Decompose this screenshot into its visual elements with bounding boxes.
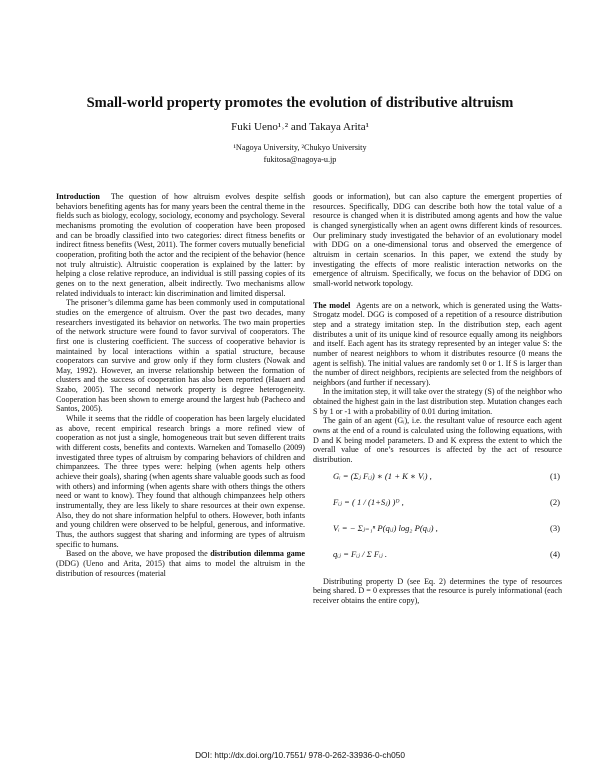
model-heading: The model: [313, 300, 351, 310]
author-affiliations: [0, 142, 600, 166]
imitation-paragraph: In the imitation step, it will take over the strategy (S) of the neighbor who obtained the highest gain in the last distribution step. Mutation changes each S by 1 or -1 with a probability of 0.01 during imitation.: [313, 387, 562, 416]
equation-4: [313, 543, 562, 569]
affiliations-line: ¹Nagoya University, ²Chukyo University: [233, 143, 367, 152]
author-email: fukitosa@nagoya-u.jp: [263, 155, 337, 164]
paper-authors: Fuki Ueno¹˒² and Takaya Arita¹: [231, 121, 369, 133]
model-text: Agents are on a network, which is generated using the Watts-Strogatz model. DGG is composed of a repetition of a resource distribution step and a strategy imitation step. In the distribution step, each agent distributes a unit of its unique kind of resource equally among its neighbors and itself. Each agent has its strategy represented by an integer value S: the number of nearest neighbors to whom it distributes resource (0 means the agent is selfish). The initial values are randomly set 0 or 1. If S is larger than the number of direct neighbors, recipients are selected from the neighbors of neighbors (and further if necessary).: [313, 300, 563, 387]
introduction-heading: Introduction: [56, 192, 100, 201]
p4-post: (DDG) (Ueno and Arita, 2015) that aims to model the altruism in the distribution of resources (material: [56, 558, 305, 578]
equation-3: [313, 517, 562, 543]
intro-paragraph-4: [56, 549, 305, 578]
intro-text-1: The question of how altruism evolves despite selfish behaviors benefiting agents has for many years been the central theme in the fields such as biology, ecology, sociology, economy and psychology. Several mechanisms promoting the evolution of cooperation have been proposed and can be broadly classified into two categories: direct fitness benefits or indirect fitness benefits (West, 2011). The former covers mutually beneficial cooperation, profiting both the actor and the recipient of the behavior (hence not truly altruistic). Altruistic cooperation is explained by the latter: by helping a close relative reproduce, an individual is still passing copies of its genes on to the next generation, albeit indirectly. Two mechanisms allow related individuals to interact: kin discrimination and limited dispersal.: [56, 192, 305, 298]
model-paragraph: [313, 301, 562, 388]
equation-4-number: (4): [549, 548, 560, 559]
equation-3-formula: Vᵢ = − Σⱼ₌₁ⁿ P(qᵢⱼ) log₂ P(qᵢⱼ) ,: [333, 522, 438, 533]
equation-3-number: (3): [549, 522, 560, 533]
gain-paragraph: The gain of an agent (Gᵢ), i.e. the resultant value of resource each agent owns at the end of a round is calculated using the following equations, with D and K being model parameters. D and K express the extent to which the overall value of one’s resources is affected by the act of resource distribution.: [313, 416, 562, 465]
intro-paragraph-1: [56, 192, 305, 298]
equation-2-formula: Fᵢⱼ = ( 1 / (1+Sⱼ) )ᴰ ,: [333, 496, 404, 507]
right-column: [313, 192, 562, 606]
equation-2: [313, 491, 562, 517]
ddg-term: distribution dilemma game: [210, 549, 306, 559]
right-paragraph-1: goods or information), but can also capture the emergent properties of resources. Specifically, DDG can describe both how the total value of a resource is changed when it is distributed among agents and how the value is changed synergistically when an agent owns different kinds of resources. Our preliminary study investigated the behavior of an evolutionary model with DDG on a one-dimensional torus and observed the emergence of altruism in certain scenarios. In this paper, we extend the study by investigating the effects of more realistic interaction networks on the emergence of altruism. Specifically, we focus on the behavior of DDG on small-world network topology.: [313, 192, 562, 288]
equation-2-number: (2): [549, 496, 560, 507]
paper-title: Small-world property promotes the evolution of distributive altruism: [86, 95, 514, 111]
intro-paragraph-2: The prisoner’s dilemma game has been commonly used in computational studies on the emergence of altruism. Over the past two decades, many researchers investigated its behavior on networks. The two main properties of the network structure were found to favor survival of cooperators. The first one is clustering coefficient. The success of cooperative behavior is maintained by local interactions within a spatial structure, because cooperators can survive and grow only if they form clusters (Nowak and May, 1992). However, an inverse relationship between the formation of clusters and the success of cooperation has also been reported (Hauert and Szabo, 2005). The second network property is degree heterogeneity. Cooperation has been shown to emerge around the largest hub (Pacheco and Santos, 2005).: [56, 298, 305, 414]
equation-1-number: (1): [549, 470, 560, 481]
equation-4-formula: qᵢⱼ = Fᵢⱼ / Σ Fᵢⱼ .: [333, 548, 388, 559]
p4-pre: Based on the above, we have proposed the: [66, 549, 208, 559]
equation-1-formula: Gᵢ = (Σⱼ Fᵢⱼ) ∗ (1 + K ∗ Vᵢ) ,: [333, 470, 432, 481]
left-column: [56, 192, 305, 578]
footer-doi[interactable]: DOI: http://dx.doi.org/10.7551/ 978-0-262-33936-0-ch050: [195, 750, 405, 760]
distributing-paragraph: Distributing property D (see Eq. 2) determines the type of resources being shared. D = 0 expresses that the resource is purely informational (each receiver obtains the entire copy),: [313, 576, 562, 606]
equation-1: [313, 465, 562, 491]
intro-paragraph-3: While it seems that the riddle of cooperation has been largely elucidated as above, recent empirical research brings a more refined view of cooperation as not just a single, homogeneous trait but seven different traits with different costs, benefits and contexts. Warneken and Tomasello (2009) investigated three types of altruism by comparing behaviors of children and chimpanzees. The three types were: helping (when agents help others achieve their goals), sharing (when agents share valuable goods such as food with others) and informing (when agents share with others things the others need or want to know). They found that although chimpanzees help others instrumentally, they are less likely to share resources at their own expense. Also, they do not share information helpful to others. However, both infants and young children were observed to be helpful, generous, and informative. Thus, the authors suggest that sharing and informing are types of altruism specific to humans.: [56, 414, 305, 549]
